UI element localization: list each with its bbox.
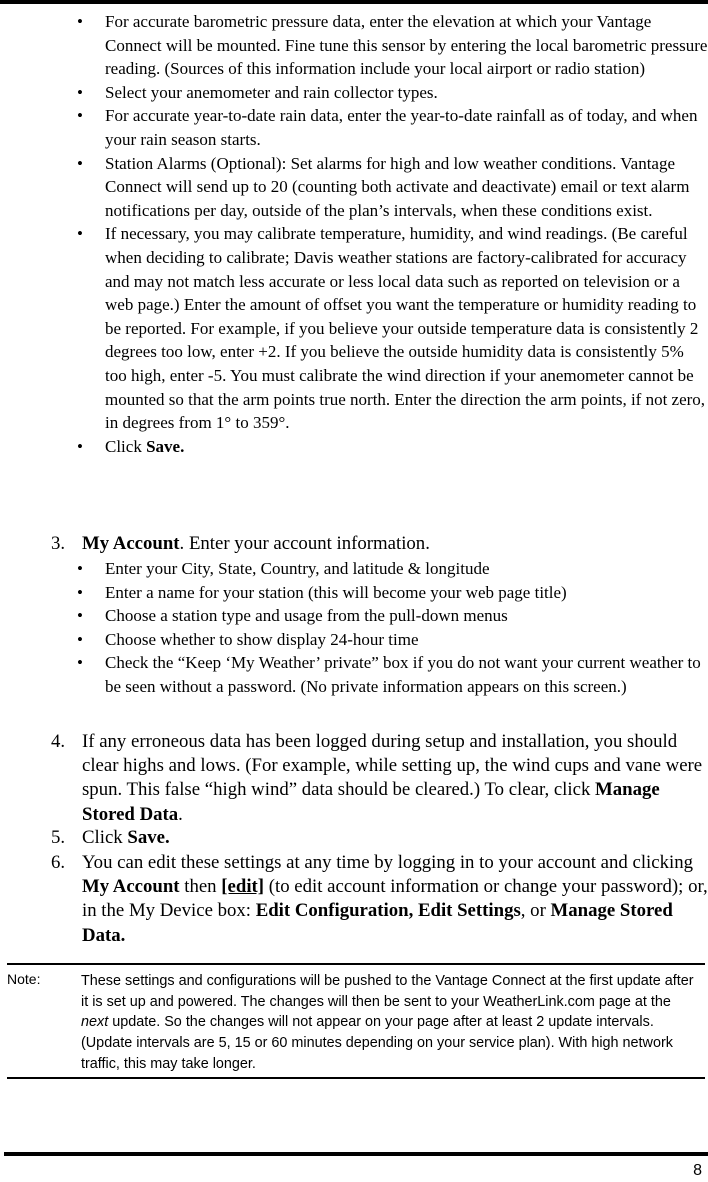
step-5 (0, 826, 708, 850)
bottom-rule (4, 1152, 708, 1156)
list-item: • Station Alarms (Optional): Set alarms for high and low weather conditions. Vantage Connect will send up to 20 (counting both activate and deactivate) email or text alarm notifications per day, outside of the plan’s intervals, when these conditions exist. (0, 152, 708, 223)
save-label: Save. (127, 827, 170, 848)
note-text-part: These settings and configurations will be pushed to the Vantage Connect at the first update after it is set up and powered. The changes will then be sent to your WeatherLink.com page at the (81, 973, 694, 1010)
step-text: , or (520, 900, 551, 922)
note-label: Note: (7, 971, 41, 987)
edit-link-label: [edit] (221, 876, 265, 898)
click-text: Click (105, 436, 147, 456)
step-number: 5. (51, 827, 66, 848)
list-item: • Select your anemometer and rain collector types. (0, 81, 708, 105)
list-item: • Enter your City, State, Country, and latitude & longitude (0, 557, 708, 581)
list-item: • Enter a name for your station (this will become your web page title) (0, 581, 708, 605)
list-item: • Choose whether to show display 24-hour time (0, 628, 708, 652)
step-text: . Enter your account information. (179, 533, 430, 554)
step-3 (0, 532, 708, 556)
step-number: 6. (51, 852, 66, 873)
step-6 (0, 851, 708, 948)
step-text: then (179, 876, 222, 898)
list-item (0, 435, 708, 459)
step-text: You can edit these settings at any time by logging in to your account and clicking (82, 852, 693, 873)
manage-stored-data-label: Manage Stored Data (82, 779, 660, 825)
step-number: 4. (51, 731, 66, 752)
settings-bullet-list (0, 10, 708, 458)
step-text: (to edit account information or change your password); or, in the My Device box: (82, 876, 708, 922)
step-text: Click (82, 827, 128, 848)
edit-configuration-label: Edit Configuration, Edit Settings (255, 900, 521, 922)
list-item: • For accurate barometric pressure data, enter the elevation at which your Vantage Connect will be mounted. Fine tune this sensor by entering the local barometric pressure reading. (Sources of this information include your local airport or radio station) (0, 10, 708, 81)
note-box (7, 963, 705, 1079)
step-text-end: . (178, 803, 183, 825)
list-item: • Check the “Keep ‘My Weather’ private” box if you do not want your current weather to be seen without a password. (No private information appears on this screen.) (0, 651, 708, 698)
save-label: Save. (146, 436, 185, 456)
step-text: If any erroneous data has been logged during setup and installation, you should clear highs and lows. (For example, while setting up, the wind cups and vane were spun. This false “high wind” data should be cleared.) To clear, click (82, 731, 703, 801)
note-emphasis: next (81, 1014, 109, 1031)
note-text (81, 971, 701, 1075)
list-item: • For accurate year-to-date rain data, enter the year-to-date rainfall as of today, and when your rain season starts. (0, 104, 708, 151)
step-number: 3. (51, 533, 66, 554)
step-4 (0, 730, 708, 827)
top-rule (0, 0, 708, 4)
list-item: • Choose a station type and usage from the pull-down menus (0, 604, 708, 628)
my-account-label: My Account (82, 876, 180, 898)
page-number: 8 (693, 1162, 702, 1179)
manage-stored-data-label: Manage Stored Data. (82, 900, 673, 946)
list-item: • If necessary, you may calibrate temperature, humidity, and wind readings. (Be careful when deciding to calibrate; Davis weather stations are factory-calibrated for accuracy and may not match less accurate or less local data such as reported on television or a web page.) Enter the amount of offset you want the temperature or humidity reading to be reported. For example, if you believe your outside temperature data is consistently 2 degrees too low, enter +2. If you believe the outside humidity data is consistently 5% too high, enter -5. You must calibrate the wind direction if your anemometer cannot be mounted so that the arm points true north. Enter the direction the arm points, if not zero, in degrees from 1° to 359°. (0, 222, 708, 434)
note-text-part: update. So the changes will not appear on your page after at least 2 update intervals. (Update intervals are 5, 15 or 60 minutes depending on your service plan). With high network traffic, this may take longer. (81, 1014, 673, 1072)
my-account-label: My Account (82, 533, 180, 554)
account-bullet-list (0, 557, 708, 699)
